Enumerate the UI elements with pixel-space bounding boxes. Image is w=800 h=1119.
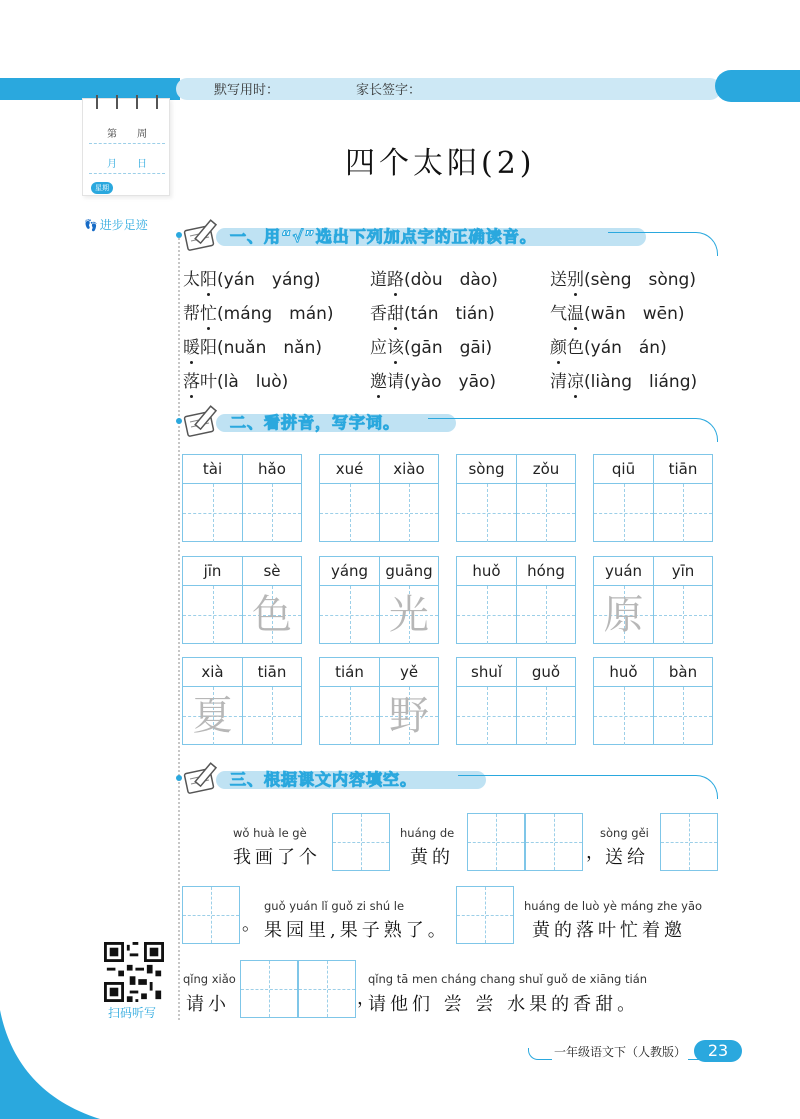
margin-dotted-line xyxy=(178,235,180,1020)
pinyin: hóng xyxy=(517,557,575,586)
qr-code-icon[interactable] xyxy=(104,942,164,1002)
trace-character xyxy=(654,687,712,745)
trace-character xyxy=(517,484,575,542)
pinyin-line: wǒ huà le gè xyxy=(233,826,307,840)
reading-item: 香甜(tán tián) xyxy=(370,299,495,324)
pinyin-word-box xyxy=(456,657,576,745)
comma-mark: ， xyxy=(357,988,375,1009)
section1-header xyxy=(178,222,718,256)
pinyin: yīn xyxy=(654,557,712,586)
trace-character xyxy=(380,484,438,542)
binder-wire xyxy=(156,95,158,109)
pinyin-line: qǐng xiǎo xyxy=(183,972,236,986)
pinyin: huǒ xyxy=(457,557,516,586)
parent-signature-label: 家长签字： xyxy=(356,83,422,98)
calendar-divider xyxy=(89,143,165,144)
header-band-right xyxy=(715,70,800,102)
pinyin: guāng xyxy=(380,557,438,586)
calendar-week: 第 周 xyxy=(107,129,147,140)
pinyin: yě xyxy=(380,658,438,687)
pinyin: tián xyxy=(320,658,379,687)
corner-decoration xyxy=(0,1010,100,1119)
fill-in-box[interactable] xyxy=(240,960,298,1018)
calendar-divider xyxy=(89,173,165,174)
pinyin: zǒu xyxy=(517,455,575,484)
pencil-paper-icon xyxy=(182,761,226,795)
reading-item: 帮忙(máng mán) xyxy=(183,299,334,324)
trace-character xyxy=(183,484,242,542)
section2-curve xyxy=(428,418,718,442)
reading-item: 气温(wān wēn) xyxy=(550,299,685,324)
slogan-text: 进步足迹 xyxy=(99,218,148,232)
fill-in-box[interactable] xyxy=(660,813,718,871)
pinyin: tiān xyxy=(654,455,712,484)
sentence-text: 送给 xyxy=(605,847,649,868)
pinyin: shuǐ xyxy=(457,658,516,687)
pinyin-word-box xyxy=(456,556,576,644)
pencil-paper-icon xyxy=(182,218,226,252)
pinyin-word-box xyxy=(182,454,302,542)
pinyin: xué xyxy=(320,455,379,484)
section3-label: 三、根据课文内容填空。 xyxy=(230,770,418,789)
pinyin: yáng xyxy=(320,557,379,586)
pinyin-line: sòng gěi xyxy=(600,826,649,840)
pinyin-word-box xyxy=(319,454,439,542)
page-title: 四个太阳(2) xyxy=(345,146,536,181)
trace-character xyxy=(320,687,379,745)
trace-character xyxy=(457,586,516,644)
fill-in-box[interactable] xyxy=(456,886,514,944)
dictation-time-label: 默写用时： xyxy=(214,83,280,98)
calendar-date: 月 日 xyxy=(107,159,147,170)
trace-character xyxy=(517,586,575,644)
pinyin-line: qǐng tā men cháng chang shuǐ guǒ de xiāng tián xyxy=(368,972,648,986)
trace-character xyxy=(183,586,242,644)
trace-character: 原 xyxy=(603,592,644,638)
trace-character: 光 xyxy=(389,592,429,638)
comma-mark: ， xyxy=(586,842,604,863)
trace-character xyxy=(457,687,516,745)
pinyin-word-box xyxy=(456,454,576,542)
binder-wire xyxy=(136,95,138,109)
fill-in-box[interactable] xyxy=(525,813,583,871)
pinyin-line: huáng de luò yè máng zhe yāo xyxy=(524,899,703,913)
calendar-weekday-badge: 星期 xyxy=(91,182,113,194)
header-band-mid xyxy=(176,78,721,100)
trace-character: 色 xyxy=(252,592,292,638)
scan-to-listen-label: 扫码听写 xyxy=(108,1006,157,1020)
pinyin-line: guǒ yuán lǐ guǒ zi shú le xyxy=(264,899,405,913)
trace-character xyxy=(654,484,712,542)
book-title: 一年级语文下（人教版） xyxy=(554,1045,687,1059)
sentence-text: 我画了个 xyxy=(233,847,321,868)
sentence-text: 黄的落叶忙着邀 xyxy=(532,920,686,941)
pinyin: sè xyxy=(243,557,301,586)
reading-item: 应该(gān gāi) xyxy=(370,333,492,358)
reading-item: 送别(sèng sòng) xyxy=(550,265,696,290)
section2-label: 二、看拼音，写字词。 xyxy=(230,413,401,432)
period-mark: 。 xyxy=(242,914,260,935)
section1-label: 一、用“√”选出下列加点字的正确读音。 xyxy=(230,227,537,246)
binder-wire xyxy=(96,95,98,109)
fill-in-box[interactable] xyxy=(467,813,525,871)
reading-item: 清凉(liàng liáng) xyxy=(550,367,697,392)
pinyin-word-box xyxy=(182,556,302,644)
section3-header xyxy=(178,765,718,799)
trace-character xyxy=(243,484,301,542)
pinyin: guǒ xyxy=(517,658,575,687)
pinyin-line: huáng de xyxy=(400,826,455,840)
binder-wire xyxy=(116,95,118,109)
reading-item: 道路(dòu dào) xyxy=(370,265,498,290)
reading-item: 颜色(yán án) xyxy=(550,333,667,358)
pinyin-word-box xyxy=(182,657,302,745)
trace-character xyxy=(594,687,653,745)
pinyin: hǎo xyxy=(243,455,301,484)
pinyin-word-box xyxy=(319,556,439,644)
pinyin: xià xyxy=(183,658,242,687)
pinyin-word-box xyxy=(593,657,713,745)
fill-in-box[interactable] xyxy=(332,813,390,871)
header-band-left xyxy=(0,78,180,100)
calendar-card xyxy=(82,98,170,196)
pinyin: bàn xyxy=(654,658,712,687)
section1-curve xyxy=(608,232,718,256)
sentence-text: 黄的 xyxy=(410,847,454,868)
pinyin: sòng xyxy=(457,455,516,484)
trace-character xyxy=(594,484,653,542)
pinyin: yuán xyxy=(594,557,653,586)
sentence-text: 请小 xyxy=(186,994,230,1015)
trace-character xyxy=(320,484,379,542)
trace-character xyxy=(243,687,301,745)
trace-character xyxy=(320,586,379,644)
sentence-text: 果园里,果子熟了。 xyxy=(264,920,450,941)
section2-header xyxy=(178,408,718,442)
pinyin-word-box xyxy=(319,657,439,745)
pinyin: qiū xyxy=(594,455,653,484)
trace-character xyxy=(517,687,575,745)
reading-item: 暖阳(nuǎn nǎn) xyxy=(183,333,322,358)
reading-item: 邀请(yào yāo) xyxy=(370,367,496,392)
pencil-paper-icon xyxy=(182,404,226,438)
fill-in-box[interactable] xyxy=(182,886,240,944)
pinyin: tiān xyxy=(243,658,301,687)
trace-character xyxy=(654,586,712,644)
section3-curve xyxy=(458,775,718,799)
trace-character: 野 xyxy=(389,693,429,739)
reading-item: 太阳(yán yáng) xyxy=(183,265,321,290)
pinyin-word-box xyxy=(593,454,713,542)
trace-character: 夏 xyxy=(192,693,233,739)
pinyin: tài xyxy=(183,455,242,484)
pinyin: xiào xyxy=(380,455,438,484)
footprints-icon: 👣 xyxy=(84,219,98,232)
pinyin: jīn xyxy=(183,557,242,586)
sentence-text: 请他们 尝 尝 水果的香甜。 xyxy=(368,994,640,1015)
fill-in-box[interactable] xyxy=(298,960,356,1018)
progress-footprints xyxy=(84,216,148,233)
page-number: 23 xyxy=(694,1040,742,1062)
trace-character xyxy=(457,484,516,542)
reading-item: 落叶(là luò) xyxy=(183,367,288,392)
pinyin-word-box xyxy=(593,556,713,644)
pinyin: huǒ xyxy=(594,658,653,687)
